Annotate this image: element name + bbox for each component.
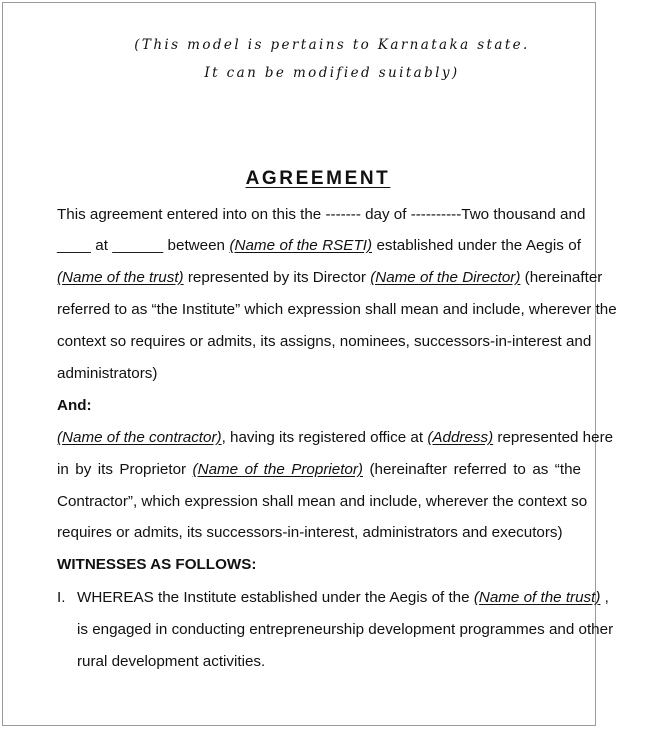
para1-line-4: referred to as “the Institute” which expression shall mean and include, wherever the [57,301,617,318]
para2-line-4: requires or admits, its successors-in-interest, administrators and executors) [57,524,563,541]
placeholder-address: (Address) [427,429,494,446]
clause-number: I. [57,589,66,606]
para1-line-3: (Name of the trust) represented by its Director (Name of the Director) (hereinafter [57,269,603,286]
para1-line-5: context so requires or admits, its assigns, nominees, successors-in-interest and [57,333,592,350]
placeholder-trust-name-2: (Name of the trust) [473,589,601,606]
and-label: And: [57,397,92,414]
para1-line-2: ____ at ______ between (Name of the RSETI) established under the Aegis of [57,237,581,254]
placeholder-rseti-name: (Name of the RSETI) [229,237,372,254]
placeholder-contractor-name: (Name of the contractor) [57,429,222,446]
clause1-line-1: WHEREAS the Institute established under the Aegis of the (Name of the trust) , [77,589,609,606]
clause1-line-2: is engaged in conducting entrepreneurship development programmes and other [77,621,614,638]
para1-line-6: administrators) [57,365,158,382]
clause1-line-3: rural development activities. [77,653,266,670]
model-note-line-2: It can be modified suitably) [204,65,460,81]
placeholder-proprietor-name: (Name of the Proprietor) [192,461,363,478]
placeholder-trust-name: (Name of the trust) [57,269,184,286]
para2-line-2: in by its Proprietor (Name of the Proprietor) (hereinafter referred to as “the [57,461,581,478]
agreement-title: AGREEMENT [245,168,391,189]
witnesses-label: WITNESSES AS FOLLOWS: [57,556,257,573]
para2-line-1: (Name of the contractor), having its registered office at (Address) represented here [57,429,614,446]
model-note-line-1: (This model is pertains to Karnataka state. [134,37,530,53]
para1-line-1: This agreement entered into on this the ------- day of ----------Two thousand and [57,206,586,223]
placeholder-director-name: (Name of the Director) [370,269,521,286]
para2-line-3: Contractor”, which expression shall mean and include, wherever the context so [57,493,588,510]
